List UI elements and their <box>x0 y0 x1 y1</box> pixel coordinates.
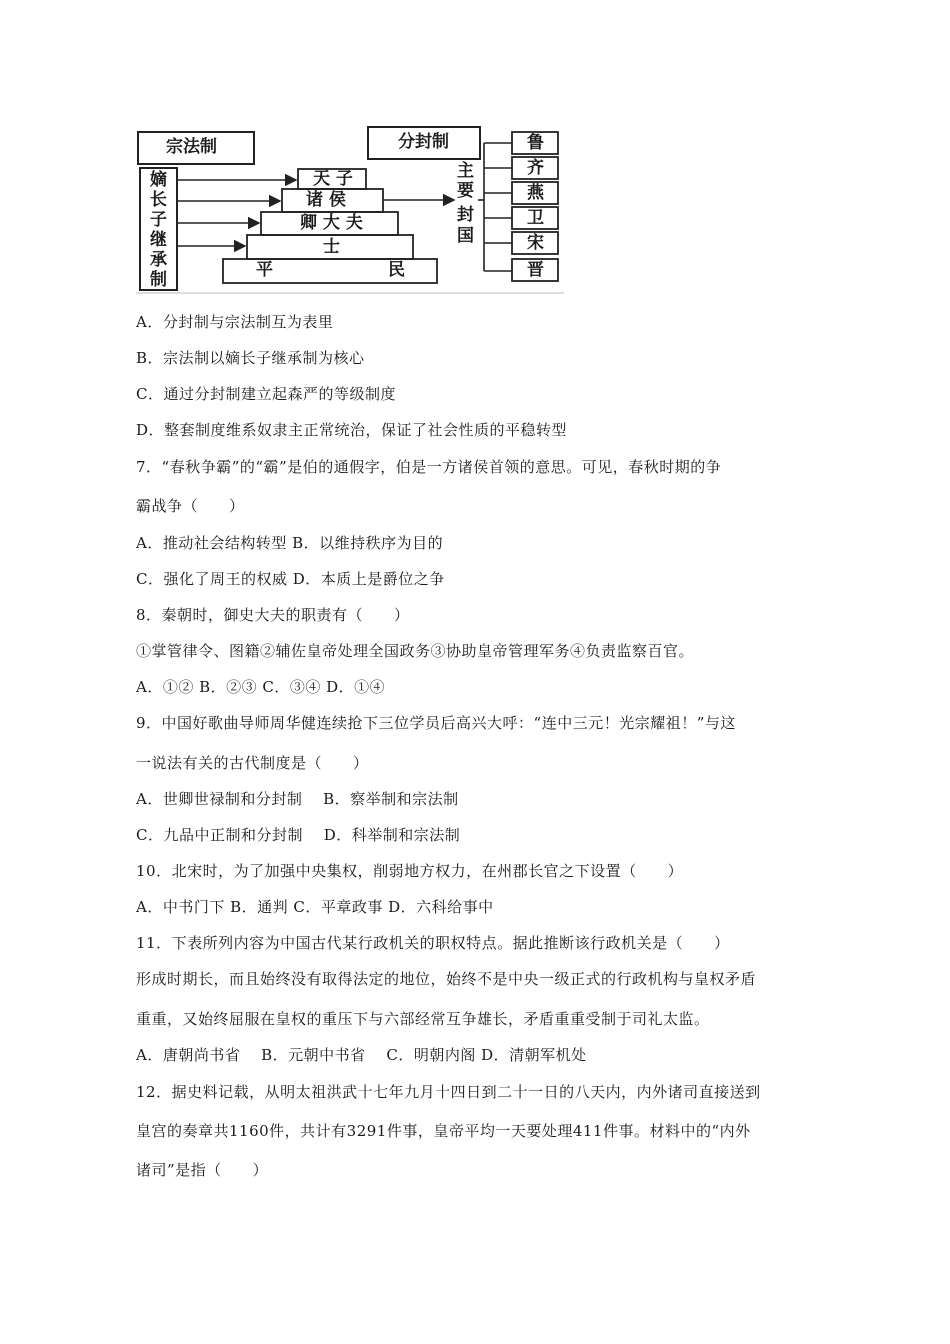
state-song: 宋 <box>527 233 544 253</box>
fenfeng-title: 分封制 <box>398 132 449 152</box>
option-text: C．通过分封制建立起森严的等级制度 <box>136 385 396 403</box>
tianzi-label: 天 子 <box>313 169 353 189</box>
state-yan: 燕 <box>527 183 544 203</box>
dizhang-char: 嫡 <box>150 170 167 190</box>
question-text: ①掌管律令、图籍②辅佐皇帝处理全国政务③协助皇帝管理军务④负责监察百官。 <box>136 642 695 660</box>
zhuyao-char: 国 <box>457 226 474 246</box>
option-text: C．强化了周王的权威 D．本质上是爵位之争 <box>136 570 445 588</box>
option-text: A．①② B．②③ C．③④ D．①④ <box>136 678 386 696</box>
question-text: 7．“春秋争霸”的“霸”是伯的通假字，伯是一方诸侯首领的意思。可见，春秋时期的争 <box>136 458 722 476</box>
question-text: 诸司”是指（ ） <box>136 1161 269 1179</box>
state-lu: 鲁 <box>527 133 544 153</box>
dizhang-char: 子 <box>150 210 167 230</box>
question-text: 皇宫的奏章共1160件，共计有3291件事，皇帝平均一天要处理411件事。材料中的“内外 <box>136 1122 751 1140</box>
dizhang-char: 长 <box>150 190 167 210</box>
question-text: 9．中国好歌曲导师周华健连续抢下三位学员后高兴大呼：“连中三元！光宗耀祖！”与这 <box>136 714 736 732</box>
question-text: 8．秦朝时，御史大夫的职责有（ ） <box>136 606 410 624</box>
shi-label: 士 <box>323 237 340 257</box>
dizhang-char: 承 <box>150 250 167 270</box>
zongfa-title: 宗法制 <box>166 137 217 157</box>
dizhang-char: 制 <box>150 270 167 290</box>
option-text: A．世卿世禄制和分封制 B．察举制和宗法制 <box>136 790 459 808</box>
option-text: A．推动社会结构转型 B．以维持秩序为目的 <box>136 534 444 552</box>
option-text: A．分封制与宗法制互为表里 <box>136 313 334 331</box>
option-text: B．宗法制以嫡长子继承制为核心 <box>136 349 365 367</box>
zhuyao-char: 封 <box>457 205 474 225</box>
material-text: 形成时期长，而且始终没有取得法定的地位，始终不是中央一级正式的行政机构与皇权矛盾 <box>136 970 757 988</box>
option-text: C．九品中正制和分封制 D．科举制和宗法制 <box>136 826 461 844</box>
question-text: 11．下表所列内容为中国古代某行政机关的职权特点。据此推断该行政机关是（ ） <box>136 934 730 952</box>
pingmin-right-label: 民 <box>388 260 405 280</box>
pingmin-left-label: 平 <box>256 260 273 280</box>
zhuhou-label: 诸 侯 <box>306 190 346 210</box>
option-text: A．中书门下 B．通判 C．平章政事 D．六科给事中 <box>136 898 494 916</box>
question-text: 一说法有关的古代制度是（ ） <box>136 754 369 772</box>
qingdafu-label: 卿 大 夫 <box>300 213 363 233</box>
zhuyao-char: 主 <box>457 161 474 181</box>
dizhang-char: 继 <box>150 230 167 250</box>
question-text: 霸战争（ ） <box>136 497 245 515</box>
state-wei: 卫 <box>527 208 544 228</box>
option-text: A．唐朝尚书省 B．元朝中书省 C．明朝内阁 D．清朝军机处 <box>136 1046 587 1064</box>
zhuyao-char: 要 <box>457 181 474 201</box>
question-text: 10．北宋时，为了加强中央集权，削弱地方权力，在州郡长官之下设置（ ） <box>136 862 684 880</box>
zongfa-fenfeng-diagram <box>136 125 564 297</box>
state-qi: 齐 <box>527 158 544 178</box>
state-jin: 晋 <box>527 260 544 280</box>
option-text: D．整套制度维系奴隶主正常统治，保证了社会性质的平稳转型 <box>136 421 568 439</box>
question-text: 12．据史料记载，从明太祖洪武十七年九月十四日到二十一日的八天内，内外诸司直接送到 <box>136 1083 761 1101</box>
material-text: 重重，又始终屈服在皇权的重压下与六部经常互争雄长，矛盾重重受制于司礼太监。 <box>136 1010 710 1028</box>
